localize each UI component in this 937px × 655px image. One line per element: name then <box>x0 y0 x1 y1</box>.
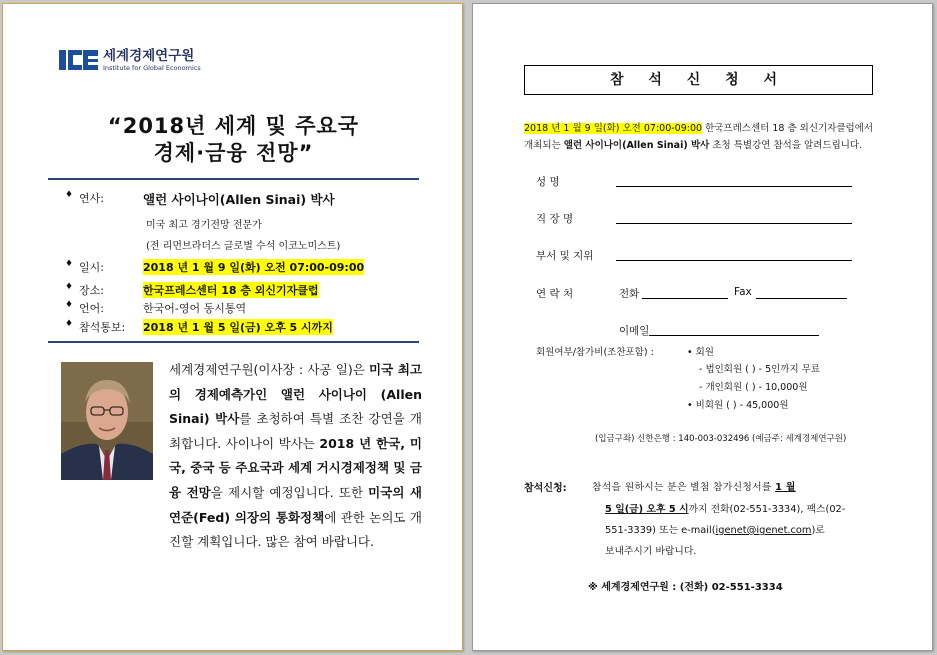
bullet-icon: ♦ <box>65 282 74 292</box>
info-label: 연사: <box>79 192 104 205</box>
apply-label: 참석신청: <box>524 483 567 494</box>
field-label-name: 성 명 <box>536 176 560 188</box>
apply-text: )로 <box>811 525 825 536</box>
field-label-phone: 전화 <box>619 288 640 300</box>
apply-text: 참석을 원하시는 분은 별첨 참가신청서를 <box>592 482 776 493</box>
field-label-email: 이메일 <box>619 325 650 337</box>
para-text: 를 초청하여 특별 조찬 강연을 개최합니다. 사이나이 박사는 <box>169 411 422 451</box>
info-value: 한국어-영어 동시통역 <box>143 302 247 315</box>
info-value: 앨런 사이나이(Allen Sinai) 박사 <box>143 192 335 207</box>
speaker-desc-1: 미국 최고 경기전망 전문가 <box>146 220 262 231</box>
membership-corp: - 법인회원 ( ) - 5인까지 무료 <box>699 364 821 375</box>
intro-speaker: 앨런 사이나이(Allen Sinai) 박사 <box>563 140 710 151</box>
field-line-name[interactable] <box>616 186 852 187</box>
title-line-2: 경제·금융 전망” <box>153 141 314 165</box>
info-value: 2018 년 1 월 9 일(화) 오전 07:00-09:00 <box>143 261 365 274</box>
intro-text: 초청 특별강연 참석을 알려드립니다. <box>709 140 863 151</box>
membership-indiv: - 개인회원 ( ) - 10,000원 <box>699 382 808 393</box>
field-line-fax[interactable] <box>756 298 847 299</box>
apply-line-3 <box>605 522 825 536</box>
ige-logo-icon <box>59 48 99 72</box>
info-value: 한국프레스센터 18 층 외신기자클럽 <box>143 284 319 297</box>
field-label-contact: 연 락 처 <box>536 288 574 300</box>
bottom-rule <box>48 341 419 343</box>
intro-paragraph <box>169 358 422 555</box>
para-bold: 2018 년 한국, 미국, 중국 등 주요국과 세계 거시경제정책 및 금융 전망 <box>169 435 422 500</box>
apply-deadline: 5 일(금) 오후 5 시 <box>605 504 689 515</box>
field-label-fax: Fax <box>734 286 752 298</box>
membership-member: • 회원 <box>687 347 714 358</box>
bullet-icon: ♦ <box>65 190 74 200</box>
top-rule <box>48 178 419 180</box>
field-line-email[interactable] <box>649 335 819 336</box>
info-label: 장소: <box>79 284 104 297</box>
form-title: 참 석 신 청 서 <box>524 65 873 95</box>
para-text: 에 관한 논의도 개진할 계획입니다. 많은 참여 바랍니다. <box>169 509 423 550</box>
apply-deadline: 1 월 <box>775 482 796 493</box>
apply-line-1 <box>592 479 796 493</box>
speaker-desc-2: (전 리먼브라더스 글로벌 수석 이코노미스트) <box>146 241 341 252</box>
info-row-rsvp <box>65 319 333 335</box>
account-info: (입금구좌) 신한은행 : 140-003-032496 (예금주: 세계경제연구원) <box>595 434 847 444</box>
info-row-language <box>65 300 246 316</box>
info-label: 언어: <box>79 302 104 315</box>
email-link[interactable]: igenet@igenet.com <box>715 525 812 536</box>
info-label: 참석통보: <box>79 321 126 334</box>
intro-line-2 <box>524 137 862 151</box>
apply-text: 까지 전화(02-551-3334), 팩스(02- <box>688 504 846 515</box>
logo-korean-name: 세계경제연구원 <box>103 47 195 64</box>
logo-english-name: Institute for Global Economics <box>103 63 201 72</box>
intro-line-1 <box>524 120 873 134</box>
ige-logo <box>59 48 201 72</box>
info-row-date <box>65 259 364 275</box>
intro-highlight: 2018 년 1 월 9 일(화) 오전 07:00-09:00 <box>524 123 703 134</box>
para-text: 을 제시할 예정입니다. 또한 <box>210 484 369 500</box>
info-value: 2018 년 1 월 5 일(금) 오후 5 시까지 <box>143 321 333 334</box>
field-line-phone[interactable] <box>642 298 728 299</box>
bullet-icon: ♦ <box>65 259 74 269</box>
speaker-photo <box>61 362 153 480</box>
field-line-company[interactable] <box>616 223 852 224</box>
apply-line-2 <box>605 501 845 515</box>
footer-contact: ※ 세계경제연구원 : (전화) 02-551-3334 <box>588 582 783 593</box>
intro-rest: 한국프레스센터 18 층 외신기자클럽에서 <box>702 123 874 134</box>
apply-line-4: 보내주시기 바랍니다. <box>605 546 697 557</box>
para-text: 세계경제연구원(이사장 : 사공 일)은 <box>169 362 370 377</box>
bullet-icon: ♦ <box>65 319 74 329</box>
membership-nonmember: • 비회원 ( ) - 45,000원 <box>687 400 789 411</box>
membership-label: 회원여부/참가비(조찬포함) : <box>536 347 654 358</box>
right-page <box>472 3 933 651</box>
info-row-venue <box>65 282 319 298</box>
intro-text: 개최되는 <box>524 140 564 151</box>
field-line-position[interactable] <box>616 260 852 261</box>
left-page <box>2 3 463 651</box>
field-label-company: 직 장 명 <box>536 213 574 225</box>
para-bold: 미국의 새 연준(Fed) 의장의 통화정책 <box>169 484 423 525</box>
title-line-1: “2018년 세계 및 주요국 <box>107 114 360 138</box>
apply-text: 551-3339) 또는 e-mail( <box>605 525 716 536</box>
info-label: 일시: <box>79 261 104 274</box>
info-row-speaker <box>65 190 335 208</box>
field-label-position: 부서 및 지위 <box>536 250 594 262</box>
para-bold: 미국 최고의 경제예측가인 앨런 사이나이 (Allen Sinai) 박사 <box>169 362 422 427</box>
bullet-icon: ♦ <box>65 300 74 310</box>
